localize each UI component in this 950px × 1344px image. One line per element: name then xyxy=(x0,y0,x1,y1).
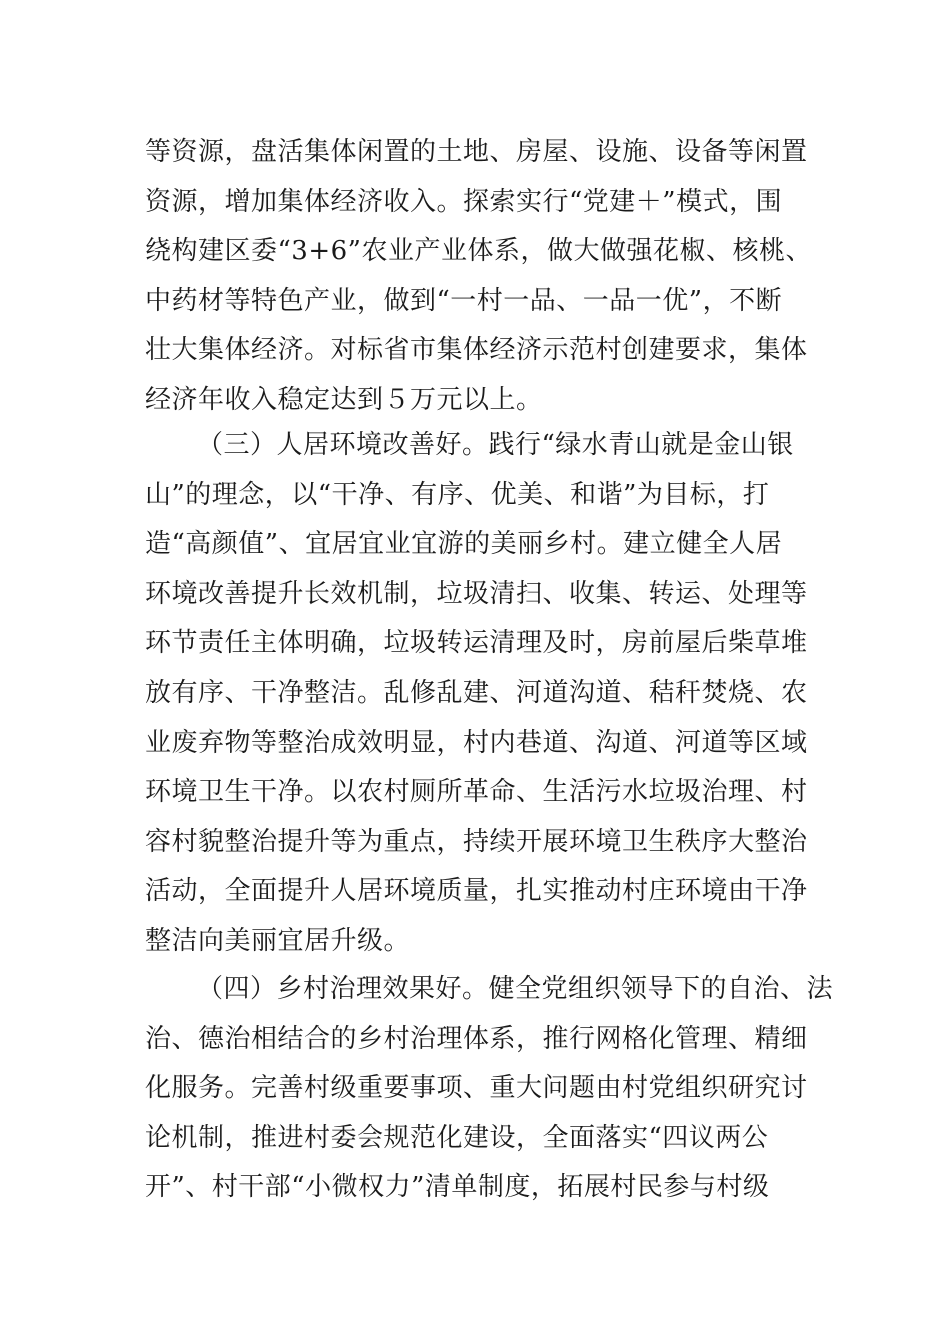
text-line: 活动，全面提升人居环境质量，扎实推动村庄环境由干净 xyxy=(145,876,808,907)
text-line: 放有序、干净整洁。乱修乱建、河道沟道、秸秆焚烧、农 xyxy=(145,677,808,708)
section-heading-line: （四）乡村治理效果好。健全党组织领导下的自治、法 xyxy=(197,974,834,1004)
text-line: 绕构建区委“3+6”农业产业体系，做大做强花椒、核桃、 xyxy=(145,236,812,267)
text-line: 经济年收入稳定达到５万元以上。 xyxy=(145,384,543,415)
paragraph-collective-economy xyxy=(145,128,810,426)
text-line: 化服务。完善村级重要事项、重大问题由村党组织研究讨 xyxy=(145,1073,808,1104)
text-line: 容村貌整治提升等为重点，持续开展环境卫生秩序大整治 xyxy=(145,826,808,857)
text-line: 环节责任主体明确，垃圾转运清理及时，房前屋后柴草堆 xyxy=(145,628,808,659)
text-line: 中药材等特色产业，做到“一村一品、一品一优”，不断 xyxy=(145,285,783,316)
text-line: 等资源，盘活集体闲置的土地、房屋、设施、设备等闲置 xyxy=(145,137,808,167)
section-heading-line: （三）人居环境改善好。践行“绿水青山就是金山银 xyxy=(197,430,794,460)
text-line: 环境卫生干净。以农村厕所革命、生活污水垃圾治理、村 xyxy=(145,777,808,808)
paragraph-living-environment xyxy=(145,421,810,967)
text-line: 整洁向美丽宜居升级。 xyxy=(145,925,411,956)
text-line: 环境改善提升长效机制，垃圾清扫、收集、转运、处理等 xyxy=(145,578,808,609)
text-line: 业废弃物等整治成效明显，村内巷道、沟道、河道等区域 xyxy=(145,727,808,758)
text-line: 山”的理念，以“干净、有序、优美、和谐”为目标，打 xyxy=(145,479,770,510)
text-line: 资源，增加集体经济收入。探索实行“党建＋”模式，围 xyxy=(145,186,783,217)
text-line: 造“高颜值”、宜居宜业宜游的美丽乡村。建立健全人居 xyxy=(145,529,783,560)
text-line: 开”、村干部“小微权力”清单制度，拓展村民参与村级 xyxy=(145,1172,770,1203)
text-line: 壮大集体经济。对标省市集体经济示范村创建要求，集体 xyxy=(145,335,808,366)
text-line: 治、德治相结合的乡村治理体系，推行网格化管理、精细 xyxy=(145,1023,808,1054)
text-line: 论机制，推进村委会规范化建设，全面落实“四议两公 xyxy=(145,1122,769,1153)
paragraph-rural-governance xyxy=(145,965,834,1213)
